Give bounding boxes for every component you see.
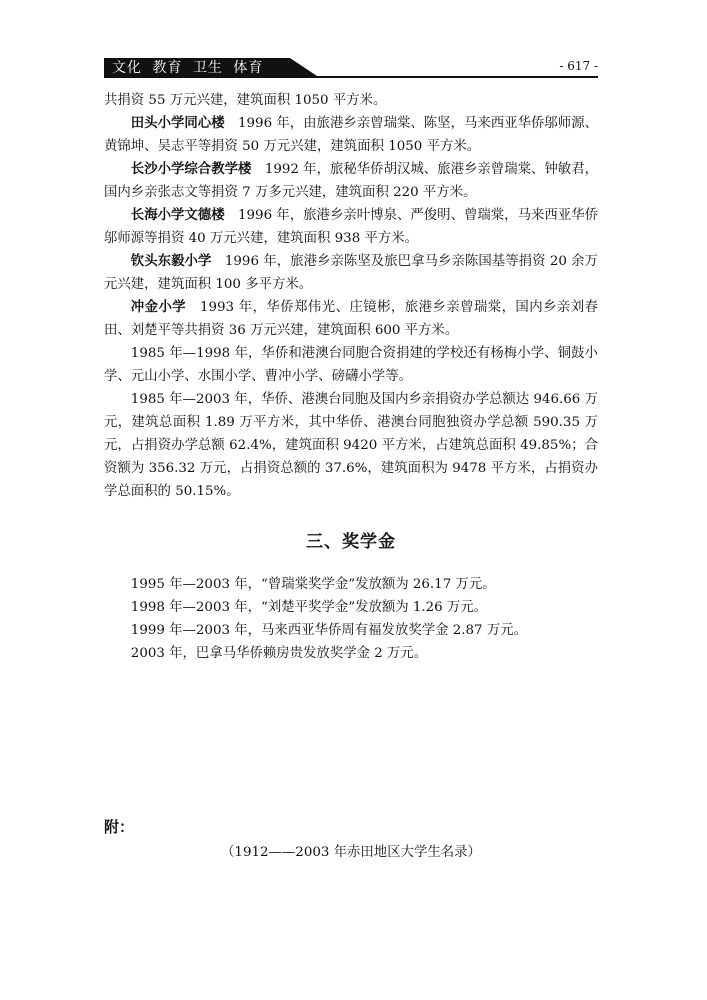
appendix-label: 附：: [104, 818, 135, 836]
scholarship-item: 1995 年—2003 年，“曾瑞棠奖学金”发放额为 26.17 万元。: [130, 577, 496, 592]
paragraph: [104, 342, 598, 388]
paragraph-text: 1996 年，由旅港乡亲曾瑞棠、陈坚，马来西亚华侨邬师源、黄锦坤、吴志平等捐资 50 万元兴建，建筑面积 1050 平方米。: [104, 116, 598, 154]
running-header: [104, 58, 598, 80]
scholarship-item: 2003 年，巴拿马华侨赖房贵发放奖学金 2 万元。: [130, 646, 428, 661]
paragraph: [104, 296, 598, 342]
scholarship-item: 1998 年—2003 年，“刘楚平奖学金”发放额为 1.26 万元。: [130, 600, 488, 615]
school-name: 冲金小学: [130, 300, 187, 315]
section-heading: 三、奖学金: [306, 532, 396, 552]
paragraph-text: 共捐资 55 万元兴建，建筑面积 1050 平方米。: [104, 93, 387, 108]
paragraph-text: 1996 年，旅港乡亲叶博泉、严俊明、曾瑞棠，马来西亚华侨邬师源等捐资 40 万元兴建，建筑面积 938 平方米。: [104, 208, 598, 246]
appendix-title: （1912——2003 年赤田地区大学生名录）: [221, 845, 481, 860]
paragraph: [104, 89, 598, 112]
paragraph: [104, 158, 598, 204]
school-name: 钦头东毅小学: [130, 254, 212, 269]
paragraph-text: 1996 年，旅港乡亲陈坚及旅巴拿马乡亲陈国基等捐资 20 余万元兴建，建筑面积 100 多平方米。: [104, 254, 599, 292]
paragraph: [104, 112, 598, 158]
paragraph-text: 1992 年，旅秘华侨胡汉城、旅港乡亲曾瑞棠、钟敏君，国内乡亲张志文等捐资 7 万多元兴建，建筑面积 220 平方米。: [104, 162, 598, 200]
page-number: - 617 -: [559, 59, 598, 73]
paragraph-text: 1985 年—2003 年，华侨、港澳台同胞及国内乡亲捐资办学总额达 946.66 万元，建筑总面积 1.89 万平方米，其中华侨、港澳台同胞独资办学总额 590.35 万元，占捐资办学总额 62.4%，建筑面积 9420 平方米，占建筑总面积 49.85%；合资额为 356.32 万元，占捐资总额的 37.6%，建筑面积为 9478 平方米，占捐资办学总面积的 50.15%。: [104, 392, 598, 499]
paragraph-text: 1985 年—1998 年，华侨和港澳台同胞合资捐建的学校还有杨梅小学、铜鼓小学、元山小学、水围小学、曹冲小学、磅礴小学等。: [104, 346, 598, 384]
paragraph: [104, 250, 598, 296]
chapter-title: 文化 教育 卫生 体育: [112, 60, 264, 76]
paragraph-text: 1993 年，华侨郑伟光、庄镜彬，旅港乡亲曾瑞棠，国内乡亲刘春田、刘楚平等共捐资 36 万元兴建，建筑面积 600 平方米。: [104, 300, 598, 338]
school-name: 长海小学文德楼: [130, 208, 225, 223]
scholarship-item: 1999 年—2003 年，马来西亚华侨周有福发放奖学金 2.87 万元。: [130, 623, 527, 638]
body-content: [104, 89, 598, 665]
school-name: 田头小学同心楼: [130, 116, 225, 131]
paragraph: [104, 388, 598, 503]
school-name: 长沙小学综合教学楼: [130, 162, 252, 177]
paragraph: [104, 204, 598, 250]
